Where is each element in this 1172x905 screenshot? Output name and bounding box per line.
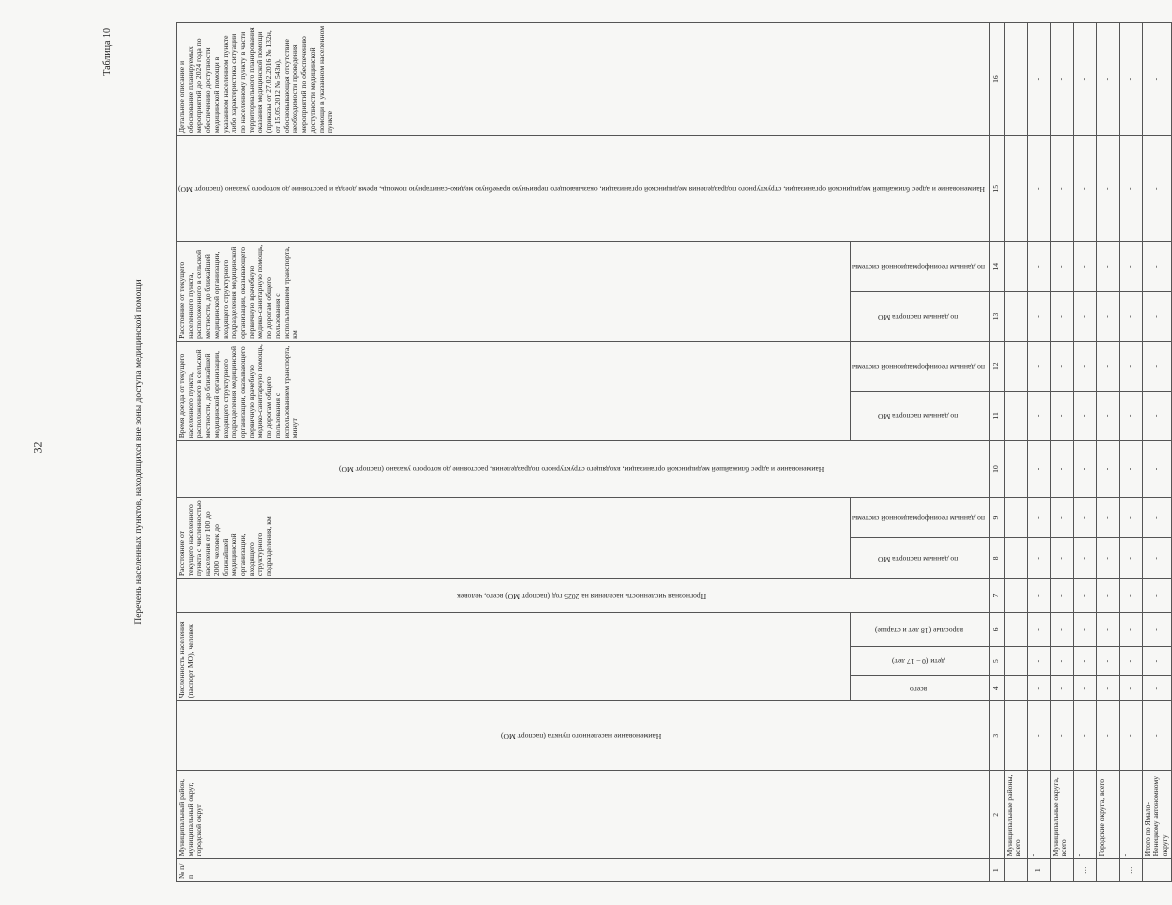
row-cell	[1004, 646, 1027, 675]
column-number: 14	[989, 242, 1004, 292]
table-row	[1119, 23, 1142, 882]
header-distance-rural: Расстояние от текущего населенного пункта, расположенного в сельской местности, до ближайшей медицинской организации, входящего структурного подразделения медицинской организации, оказывающего первичную врачебную медико-санитарную помощь, по дорогам общего пользования с использованием транспорта, км	[177, 242, 851, 341]
row-cell: -	[1050, 292, 1073, 342]
row-cell: -	[1027, 341, 1050, 391]
row-district-name: -	[1073, 771, 1096, 859]
column-number: 5	[989, 646, 1004, 675]
row-cell: -	[1027, 497, 1050, 538]
row-cell: -	[1142, 579, 1171, 613]
row-cell: -	[1050, 676, 1073, 701]
header-distance-100-2000: Расстояние от текущего населенного пункта с численностью населения от 100 до 2000 человек до ближайшей медицинской организации, входящего структурного подразделения, км	[177, 497, 851, 578]
table-row	[1096, 23, 1119, 882]
row-cell: -	[1119, 292, 1142, 342]
row-cell	[1004, 613, 1027, 647]
row-district-name: Городские округа, всего	[1096, 771, 1119, 859]
row-cell: -	[1119, 441, 1142, 498]
column-number: 3	[989, 701, 1004, 771]
table-label: Таблица 10	[102, 28, 113, 76]
header-time-gis: по данным геоинформационной системы	[851, 341, 990, 391]
header-settlement: Наименование населенного пункта (паспорт МО)	[177, 701, 990, 771]
header-travel-time: Время доезда от текущего населенного пункта, расположенного в сельской местности, до ближайшей медицинской организации, входящего структурного подразделения медицинской организации, оказывающего первичную врачебную медико-санитарную помощь, по дорогам общего пользования с использованием транспорта, минут	[177, 341, 851, 440]
table-row	[1142, 23, 1171, 882]
row-cell: -	[1027, 136, 1050, 242]
header-nearest-mo: Наименование и адрес ближайшей медицинской организации, входящего структурного подразделения, расстояние до которого указано (паспорт МО)	[177, 441, 990, 498]
column-number: 13	[989, 292, 1004, 342]
row-cell: -	[1073, 341, 1096, 391]
row-number: …	[1119, 859, 1142, 882]
row-cell: -	[1050, 701, 1073, 771]
header-pop-children: дети (0 – 17 лет)	[851, 646, 990, 675]
row-number: 1	[1027, 859, 1050, 882]
row-district-name: -	[1027, 771, 1050, 859]
row-cell: -	[1027, 242, 1050, 292]
row-cell: -	[1096, 23, 1119, 136]
row-cell: -	[1050, 136, 1073, 242]
row-cell: -	[1142, 613, 1171, 647]
rotated-landscape-page	[100, 22, 1170, 882]
row-cell: -	[1142, 136, 1171, 242]
column-numbers-row	[989, 23, 1004, 882]
row-cell	[1004, 292, 1027, 342]
row-cell	[1004, 538, 1027, 579]
header-dist-gis: по данным геоинформационной системы	[851, 497, 990, 538]
header-forecast: Прогнозная численность населения на 2025 год (паспорт МО) всего, человек	[177, 579, 990, 613]
row-cell: -	[1050, 579, 1073, 613]
row-cell	[1004, 579, 1027, 613]
row-cell: -	[1096, 292, 1119, 342]
row-number	[1142, 859, 1171, 882]
row-cell: -	[1119, 701, 1142, 771]
column-number: 10	[989, 441, 1004, 498]
row-cell: -	[1096, 613, 1119, 647]
row-cell: -	[1142, 441, 1171, 498]
row-number	[1004, 859, 1027, 882]
row-cell: -	[1096, 646, 1119, 675]
row-cell: -	[1142, 242, 1171, 292]
row-cell: -	[1096, 136, 1119, 242]
row-cell: -	[1027, 292, 1050, 342]
column-number: 11	[989, 391, 1004, 441]
header-nearest-mo-primary: Наименование и адрес ближайшей медицинской организации, структурного подразделения медицинской организации, оказывающего первичную врачебную медико-санитарную помощь, время доезда и расстояние до которого указано (паспорт МО)	[177, 136, 990, 242]
table-caption: Перечень населенных пунктов, находящихся вне зоны доступа медицинской помощи	[134, 279, 144, 625]
column-number: 7	[989, 579, 1004, 613]
row-cell: -	[1073, 579, 1096, 613]
header-rdist-passport: по данным паспорта МО	[851, 292, 990, 342]
row-cell: -	[1119, 136, 1142, 242]
row-cell: -	[1119, 646, 1142, 675]
row-district-name: -	[1119, 771, 1142, 859]
row-cell: -	[1096, 441, 1119, 498]
row-cell	[1004, 136, 1027, 242]
row-cell	[1004, 497, 1027, 538]
table-row	[1004, 23, 1027, 882]
column-number: 15	[989, 136, 1004, 242]
row-cell: -	[1050, 23, 1073, 136]
row-cell: -	[1073, 391, 1096, 441]
header-pop-adults: взрослые (18 лет и старше)	[851, 613, 990, 647]
row-cell: -	[1096, 579, 1119, 613]
header-time-passport: по данным паспорта МО	[851, 391, 990, 441]
row-cell	[1004, 341, 1027, 391]
row-cell: -	[1050, 613, 1073, 647]
header-district: Муниципальный район, муниципальный округ, городской округ	[177, 771, 990, 859]
column-number: 6	[989, 613, 1004, 647]
row-cell: -	[1119, 391, 1142, 441]
row-cell: -	[1027, 676, 1050, 701]
row-cell: -	[1142, 538, 1171, 579]
row-cell: -	[1073, 613, 1096, 647]
row-cell: -	[1073, 441, 1096, 498]
row-cell: -	[1119, 579, 1142, 613]
row-cell: -	[1119, 676, 1142, 701]
row-cell: -	[1142, 292, 1171, 342]
row-cell: -	[1096, 497, 1119, 538]
row-cell	[1004, 23, 1027, 136]
row-cell: -	[1119, 497, 1142, 538]
row-district-name: Итого по Ямало-Ненецкому автономному округу	[1142, 771, 1171, 859]
row-cell: -	[1050, 538, 1073, 579]
row-cell: -	[1142, 701, 1171, 771]
row-cell: -	[1050, 341, 1073, 391]
row-number: …	[1073, 859, 1096, 882]
row-cell: -	[1027, 391, 1050, 441]
row-district-name: Муниципальные округа, всего	[1050, 771, 1073, 859]
row-cell: -	[1050, 497, 1073, 538]
row-cell: -	[1050, 242, 1073, 292]
column-number: 16	[989, 23, 1004, 136]
header-dist-passport: по данным паспорта МО	[851, 538, 990, 579]
row-cell: -	[1073, 538, 1096, 579]
column-number: 12	[989, 341, 1004, 391]
row-cell	[1004, 441, 1027, 498]
row-cell: -	[1142, 646, 1171, 675]
row-number	[1050, 859, 1073, 882]
table-row	[1073, 23, 1096, 882]
row-cell: -	[1096, 341, 1119, 391]
header-row-main	[177, 23, 851, 882]
row-cell: -	[1073, 701, 1096, 771]
row-cell: -	[1142, 341, 1171, 391]
column-number: 4	[989, 676, 1004, 701]
row-district-name: Муниципальные районы, всего	[1004, 771, 1027, 859]
row-number	[1096, 859, 1119, 882]
header-population: Численность населения (паспорт МО), человек	[177, 613, 851, 701]
row-cell: -	[1119, 23, 1142, 136]
row-cell: -	[1027, 441, 1050, 498]
row-cell: -	[1096, 242, 1119, 292]
settlements-table	[176, 22, 1172, 882]
row-cell: -	[1096, 676, 1119, 701]
row-cell	[1004, 391, 1027, 441]
row-cell: -	[1142, 676, 1171, 701]
row-cell: -	[1073, 497, 1096, 538]
row-cell: -	[1119, 613, 1142, 647]
row-cell: -	[1027, 579, 1050, 613]
row-cell: -	[1119, 341, 1142, 391]
row-cell	[1004, 701, 1027, 771]
row-cell: -	[1073, 646, 1096, 675]
row-cell: -	[1096, 538, 1119, 579]
column-number: 8	[989, 538, 1004, 579]
row-cell: -	[1142, 391, 1171, 441]
header-rdist-gis: по данным геоинформационной системы	[851, 242, 990, 292]
row-cell: -	[1027, 538, 1050, 579]
row-cell: -	[1027, 613, 1050, 647]
row-cell: -	[1119, 538, 1142, 579]
row-cell: -	[1027, 701, 1050, 771]
row-cell: -	[1050, 441, 1073, 498]
row-cell: -	[1050, 391, 1073, 441]
row-cell: -	[1073, 23, 1096, 136]
row-cell: -	[1073, 242, 1096, 292]
row-cell: -	[1142, 497, 1171, 538]
row-cell: -	[1050, 646, 1073, 675]
header-num: № п/п	[177, 859, 990, 882]
column-number: 1	[989, 859, 1004, 882]
row-cell: -	[1096, 701, 1119, 771]
table-row	[1027, 23, 1050, 882]
row-cell: -	[1027, 646, 1050, 675]
row-cell: -	[1142, 23, 1171, 136]
row-cell: -	[1096, 391, 1119, 441]
page-number: 32	[30, 441, 45, 454]
header-description: Детальное описание и обоснование планируемых мероприятий до 2024 года по обеспечению доступности медицинской помощи в указанном населенном пункте либо характеристика ситуации по населенному пункту в части территориального планирования оказания медицинской помощи (приказы от 27.02.2016 № 132н, от 15.05.2012 № 543н), обосновывающая отсутствие необходимости проведения мероприятий по обеспечению доступности медицинской помощи в указанном населенном пункте	[177, 23, 990, 136]
column-number: 9	[989, 497, 1004, 538]
row-cell	[1004, 242, 1027, 292]
column-number: 2	[989, 771, 1004, 859]
row-cell: -	[1027, 23, 1050, 136]
row-cell: -	[1073, 292, 1096, 342]
row-cell: -	[1073, 676, 1096, 701]
header-pop-total: всего	[851, 676, 990, 701]
row-cell: -	[1119, 242, 1142, 292]
row-cell	[1004, 676, 1027, 701]
table-row	[1050, 23, 1073, 882]
row-cell: -	[1073, 136, 1096, 242]
